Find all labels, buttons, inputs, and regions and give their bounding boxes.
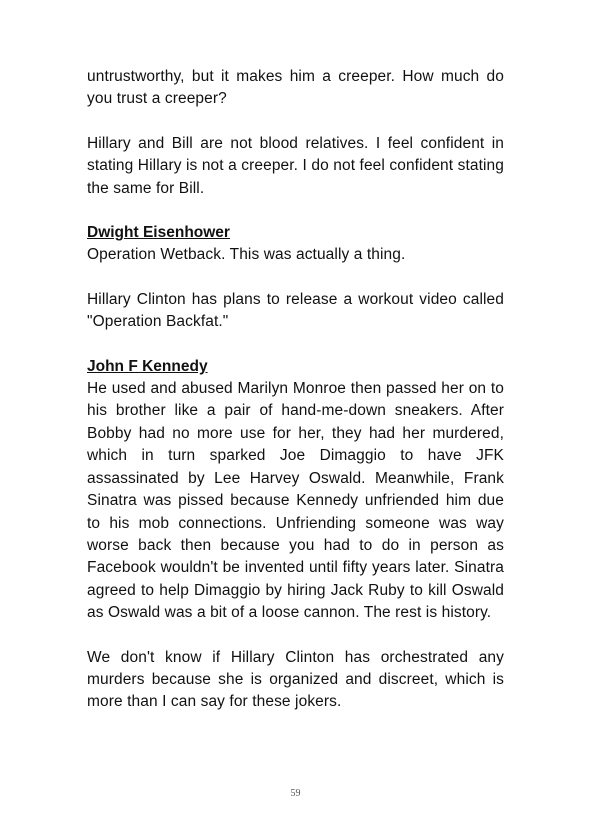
section-heading-eisenhower: Dwight Eisenhower (87, 224, 230, 242)
paragraph-gap (87, 200, 504, 222)
paragraph-blood-relatives: Hillary and Bill are not blood relatives. I feel confident in stating Hillary is not a creeper. I do not feel confident stating the same for Bill. (87, 134, 504, 197)
page-number: 59 (290, 788, 301, 799)
document-body (87, 66, 504, 714)
paragraph-operation-wetback: Operation Wetback. This was actually a thing. (87, 246, 406, 264)
paragraph-orchestrated-murders: We don't know if Hillary Clinton has orchestrated any murders because she is organized and discreet, which is more than I can say for these jokers. (87, 648, 504, 711)
paragraph-gap (87, 111, 504, 133)
paragraph-workout-video: Hillary Clinton has plans to release a workout video called "Operation Backfat." (87, 290, 504, 331)
paragraph-kennedy-story: He used and abused Marilyn Monroe then passed her on to his brother like a pair of hand-me-down sneakers. After Bobby had no more use for her, they had her murdered, which in turn sparked Joe Dimaggio to have JFK assassinated by Lee Harvey Oswald. Meanwhile, Frank Sinatra was pissed because Kennedy unfriended him due to his mob connections. Unfriending someone was way worse back then because you had to do in person as Facebook wouldn't be invented until fifty years later. Sinatra agreed to help Dimaggio by hiring Jack Ruby to kill Oswald as Oswald was a bit of a loose cannon. The rest is history. (87, 380, 504, 622)
section-heading-kennedy: John F Kennedy (87, 357, 208, 375)
paragraph-gap (87, 267, 504, 289)
paragraph-gap (87, 625, 504, 647)
paragraph-creeper-trust: untrustworthy, but it makes him a creeper. How much do you trust a creeper? (87, 68, 504, 108)
paragraph-gap (87, 334, 504, 356)
